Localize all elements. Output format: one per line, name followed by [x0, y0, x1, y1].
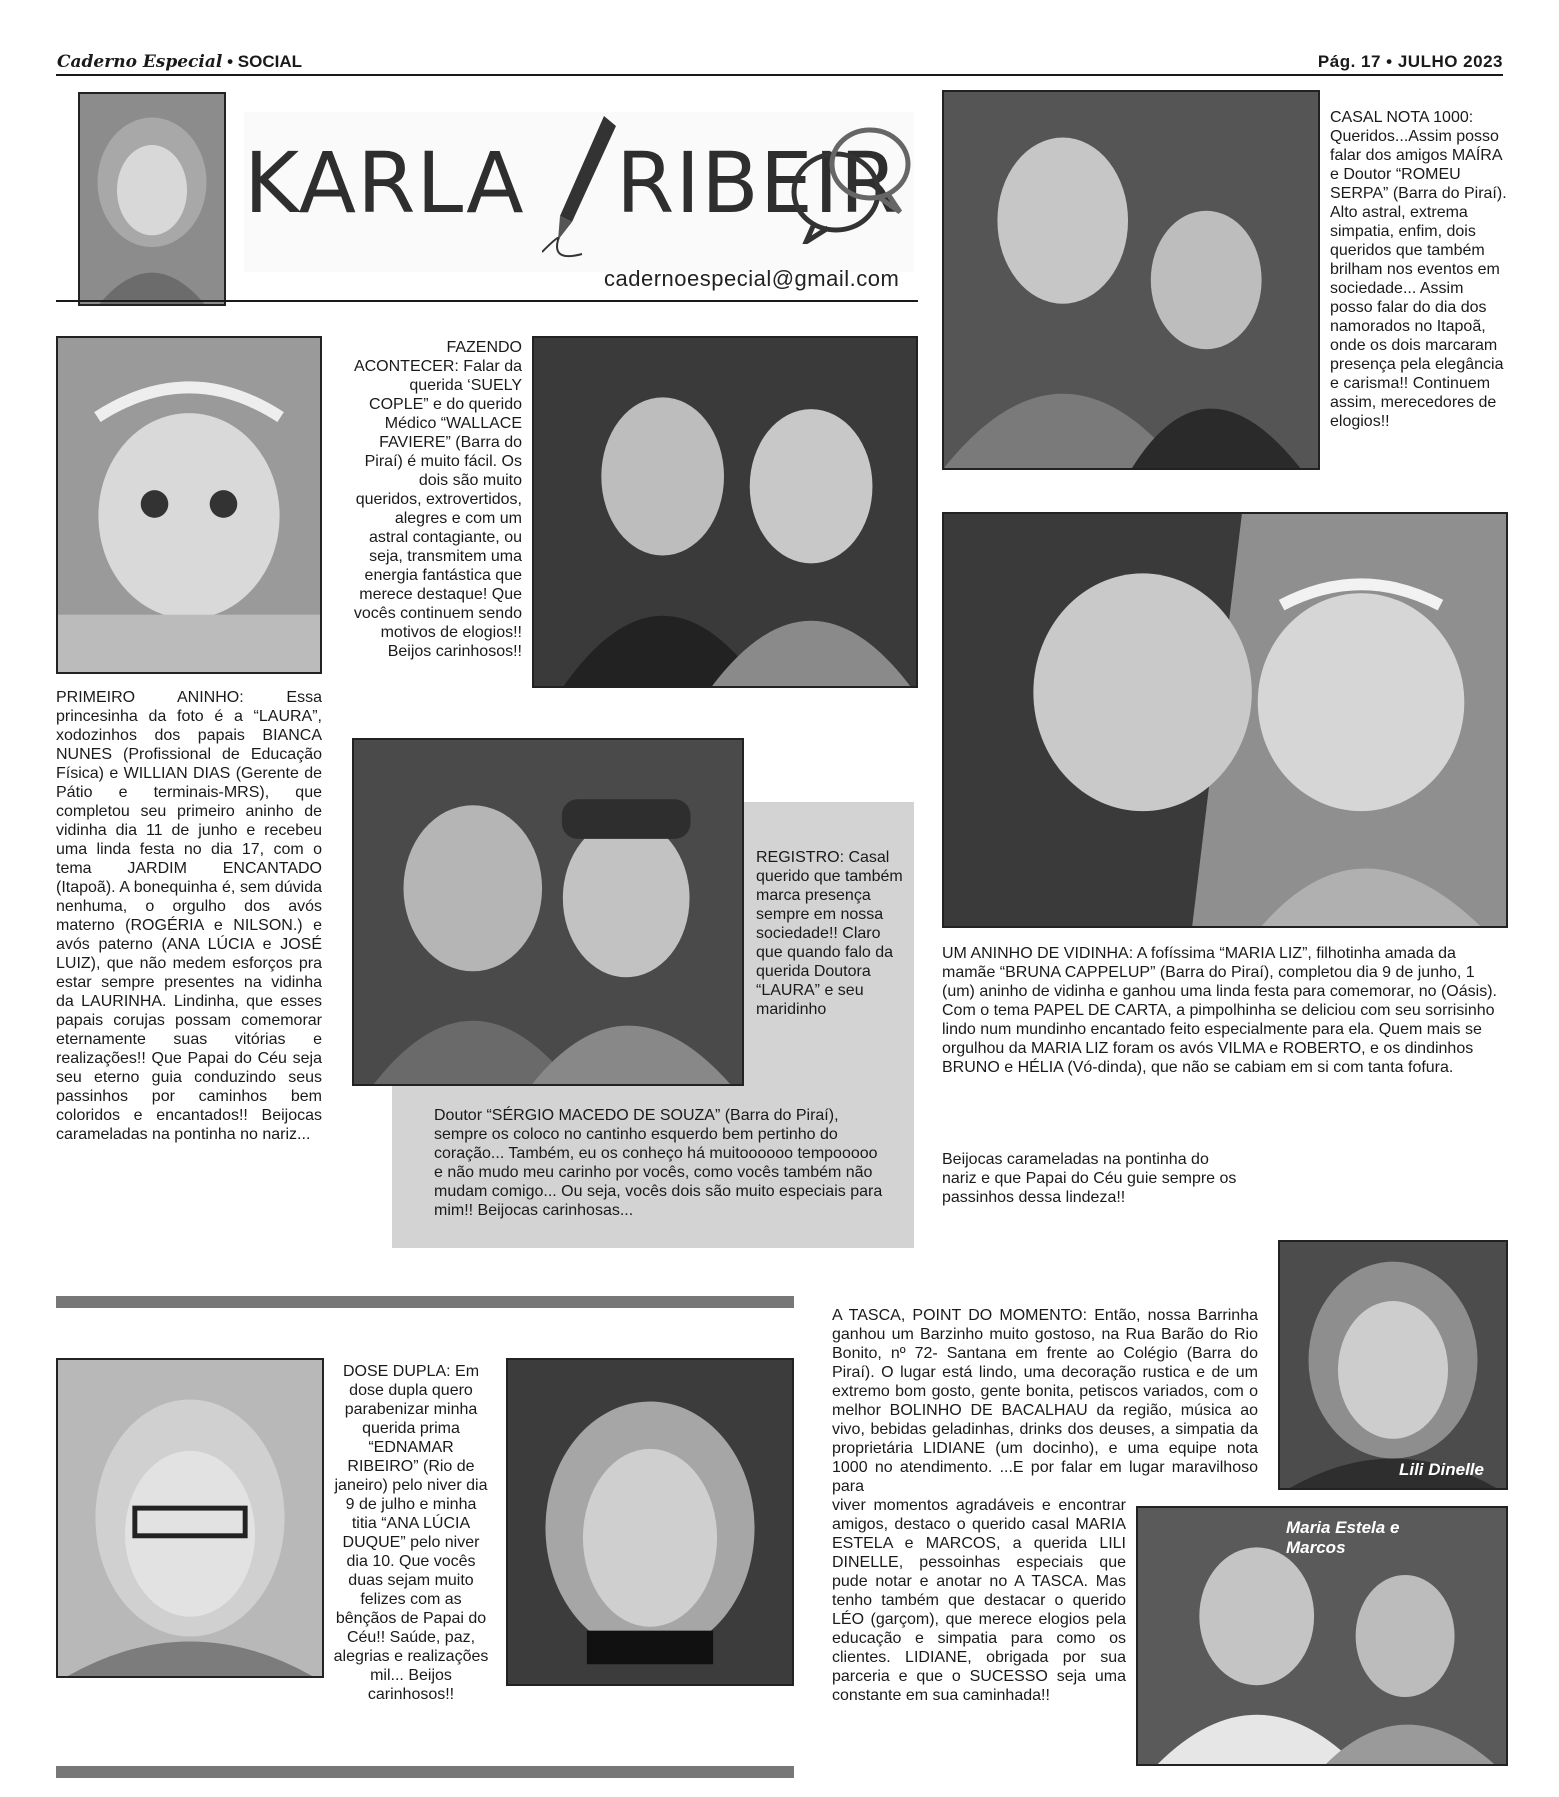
maria-liz-text-end: Beijocas carameladas na pontinha do nariz e que Papai do Céu guie sempre os passinhos dessa lindeza!! — [942, 1151, 1237, 1206]
registro-text-bottom: Doutor “SÉRGIO MACEDO DE SOUZA” (Barra do Piraí), sempre os coloco no cantinho esquerdo bem pertinho do coração... Também, eu os conheço há muitoooooo tempooooo e não mudo meu carinho por vocês, como vocês também não mudam comigo... Ou seja, vocês dois são muito especiais para mim!! Beijocas carinhosas... — [434, 1107, 883, 1219]
ana-lucia-image — [508, 1360, 792, 1684]
masthead-logo — [244, 112, 914, 272]
columnist-image — [80, 94, 224, 304]
laura-sergio-image — [354, 740, 742, 1084]
maria-liz-text: UM ANINHO DE VIDINHA: A fofíssima “MARIA LIZ”, filhotinha amada da mamãe “BRUNA CAPPELUP” (Barra do Piraí), completou dia 9 de junho, 1 (um) aninho de vidinha e ganhou uma linda festa para comemorar, no (Oásis). Com o tema PAPEL DE CARTA, a pimpolhinha se deliciou com seu sorrisinho lindo num mundinho encantado feito especialmente para ela. Quem mais se orgulhou da MARIA LIZ foram os avós VILMA e ROBERTO, e os dindinhos BRUNO e HÉLIA (Vó-dinda), que não se cabiam em si com tanta fofura. — [942, 945, 1497, 1076]
primeiro-aninho-text: PRIMEIRO ANINHO: Essa princesinha da foto é a “LAURA”, xodozinhos dos papais BIANCA NUNES (Profissional de Educação Física) e WILLIAN DIAS (Gerente de Pátio e terminais-MRS), que completou seu primeiro aninho de vidinha dia 11 de junho e recebeu uma linda festa no dia 17, com o tema JARDIM ENCANTADO (Itapoã). A bonequinha é, sem dúvida nenhuma, o orgulho dos avós materno (ROGÉRIA e NILSON.) e avós paterno (ANA LÚCIA e JOSÉ LUIZ), que não medem esforços pra estar sempre presentes na vidinha da LAURINHA. Lindinha, que esses papais corujas possam comemorar eternamente suas vitórias e realizações!! Que Papai do Céu seja seu eterno guia conduzindo seus passinhos por caminhos bem coloridos e encantados!! Beijocas carameladas na pontinha no nariz... — [56, 689, 322, 1143]
tasca-text-top: A TASCA, POINT DO MOMENTO: Então, nossa Barrinha ganhou um Barzinho muito gostoso, na Rua Barão do Rio Bonito, nº 72- Santana em frente ao Colégio (Barra do Piraí). O lugar está lindo, uma decoração rustica e de um extremo bom gosto, gente bonita, petiscos variados, com o melhor BOLINHO DE BACALHAU da região, música ao vivo, bebidas geladinhas, drinks dos deuses, a simpatia da proprietária LIDIANE (um docinho), e uma equipe nota 1000 no atendimento. ...E por falar em lugar maravilhoso para — [832, 1307, 1258, 1495]
tasca-text-bottom: viver momentos agradáveis e encontrar amigos, destaco o querido casal MARIA ESTELA e MARCOS, a querida LILI DINELLE, pessoinhas especiais que pude notar e anotar no A TASCA. Mas tenho também que destacar o querido LÉO (garçom), que merece elogios pela educação e simpatia para como os clientes. LIDIANE, obrigada por sua parceria e que o SUCESSO seja uma constante em sua caminhada!! — [832, 1497, 1126, 1704]
masthead-rule — [56, 300, 918, 302]
separator-bar-top — [56, 1296, 794, 1308]
logo-name-right: RIBEIR — [616, 134, 899, 232]
bruna-maria-liz-photo — [942, 512, 1508, 928]
ana-lucia-photo — [506, 1358, 794, 1686]
suely-wallace-photo — [532, 336, 918, 688]
suely-wallace-image — [534, 338, 916, 686]
laura-sergio-photo — [352, 738, 744, 1086]
fazendo-acontecer-text: FAZENDO ACONTECER: Falar da querida ‘SUELY COPLE” e do querido Médico “WALLACE FAVIERE” (Barra do Piraí) é muito fácil. Os dois são muito queridos, extrovertidos, alegres e com um astral contagiante, ou seja, transmitem uma energia fantástica que merece destaque! Que vocês continuem sendo motivos de elogios!! Beijos carinhosos!! — [353, 339, 522, 660]
casal-nota-text: CASAL NOTA 1000: Queridos...Assim posso falar dos amigos MAÍRA e Doutor “ROMEU SERPA” (Barra do Piraí). Alto astral, extrema simpatia, enfim, dois queridos que também brilham nos eventos em sociedade... Assim posso falar do dia dos namorados no Itapoã, onde os dois marcaram presença pela elegância e carisma!! Continuem assim, merecedores de elogios!! — [1330, 109, 1507, 430]
speech-bubbles-icon — [784, 114, 914, 244]
laura-photo — [56, 336, 322, 674]
pen-icon — [542, 112, 622, 262]
dose-dupla-text: DOSE DUPLA: Em dose dupla quero parabenizar minha querida prima “EDNAMAR RIBEIRO” (Rio de janeiro) pelo niver dia 9 de julho e minha titia “ANA LÚCIA DUQUE” pelo niver dia 10. Que vocês duas sejam muito felizes com as bênçãos de Papai do Céu!! Saúde, paz, alegrias e realizações mil... Beijos carinhosos!! — [333, 1363, 489, 1703]
section-name: • SOCIAL — [227, 52, 302, 71]
section-prefix: Caderno Especial — [57, 52, 223, 72]
laura-image — [58, 338, 320, 672]
lili-photo — [1278, 1240, 1508, 1490]
ednamar-photo — [56, 1358, 324, 1678]
ednamar-image — [58, 1360, 322, 1676]
lili-label: Lili Dinelle — [1398, 1460, 1484, 1479]
maira-romeu-image — [944, 92, 1318, 468]
header-rule — [56, 74, 1503, 76]
maria-estela-marcos-photo — [1136, 1506, 1508, 1766]
columnist-photo — [78, 92, 226, 306]
section-header — [57, 52, 302, 72]
registro-text-top: REGISTRO: Casal querido que também marca presença sempre em nossa sociedade!! Claro que quando falo da querida Doutora “LAURA” e seu maridinho — [756, 849, 903, 1018]
maria-estela-label: Maria Estela e Marcos — [1286, 1518, 1400, 1557]
page-info: Pág. 17 • JULHO 2023 — [1317, 52, 1503, 71]
contact-email: cadernoespecial@gmail.com — [604, 266, 900, 291]
lili-image — [1280, 1242, 1506, 1488]
maira-romeu-photo — [942, 90, 1320, 470]
separator-bar-bottom — [56, 1766, 794, 1778]
bruna-maria-liz-image — [944, 514, 1506, 926]
logo-name-left: KARLA — [244, 134, 525, 232]
